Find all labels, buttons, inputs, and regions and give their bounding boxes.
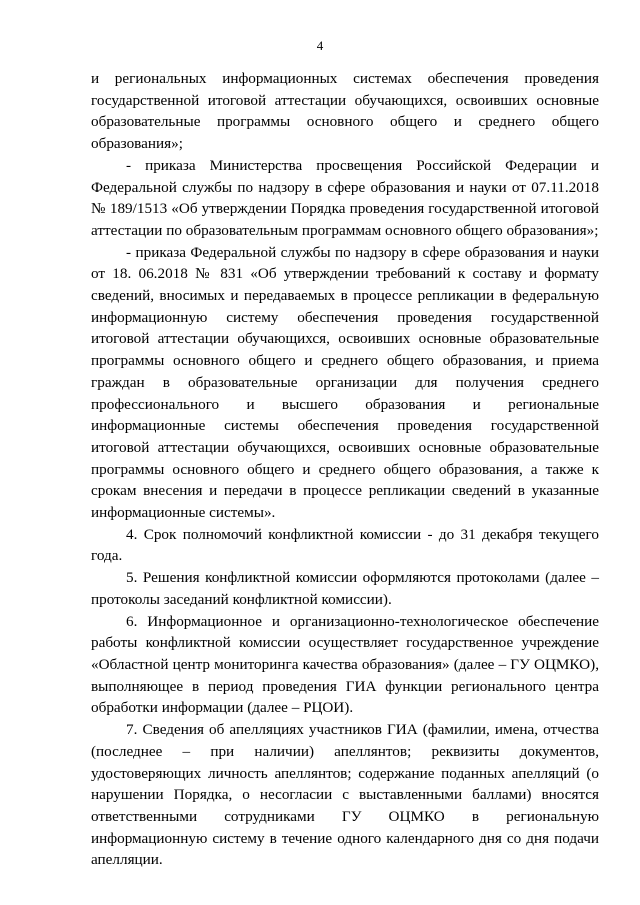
paragraph-item-7: 7. Сведения об апелляциях участников ГИА (фамилии, имена, отчества (последнее – при наличии) апеллянтов; реквизиты документов, удостоверяющих личность апеллянтов; содержание поданных апелляций (о нарушении Порядка, о несогласии с выставленными баллами) вносятся ответственными сотрудниками ГУ ОЦМКО в региональную информационную систему в течение одного календарного дня со дня подачи апелляции.	[91, 721, 599, 869]
paragraph-item-4: 4. Срок полномочий конфликтной комиссии - до 31 декабря текущего года.	[91, 525, 599, 565]
paragraph-order-federal-service: - приказа Федеральной службы по надзору в сфере образования и науки от 18. 06.2018 № 831 «Об утверждении требований к составу и формату сведений, вносимых и передаваемых в процессе репликации в федеральную информационную систему обеспечения проведения государственной итоговой аттестации обучающихся, освоивших основные образовательные программы основного общего и среднего общего образования, и приема граждан в образовательные организации для получения среднего профессионального и высшего образования и региональные информационные системы обеспечения проведения государственной итоговой аттестации обучающихся, освоивших основные образовательные программы основного общего и среднего общего образования, а также к срокам внесения и передачи в процессе репликации сведений в указанные информационные системы».	[91, 243, 599, 522]
paragraph-continuation: и региональных информационных системах обеспечения проведения государственной итоговой аттестации обучающихся, освоивших основные образовательные программы основного общего и среднего общего образования»;	[91, 70, 599, 153]
document-body	[91, 68, 599, 871]
page-number: 4	[316, 38, 324, 53]
paragraph-item-6: 6. Информационное и организационно-технологическое обеспечение работы конфликтной комиссии осуществляет государственное учреждение «Областной центр мониторинга качества образования» (далее – ГУ ОЦМКО), выполняющее в период проведения ГИА функции регионального центра обработки информации (далее – РЦОИ).	[91, 612, 599, 717]
paragraph-item-5: 5. Решения конфликтной комиссии оформляются протоколами (далее – протоколы заседаний конфликтной комиссии).	[91, 569, 599, 608]
paragraph-order-ministry: - приказа Министерства просвещения Российской Федерации и Федеральной службы по надзору в сфере образования и науки от 07.11.2018 № 189/1513 «Об утверждении Порядка проведения государственной итоговой аттестации по образовательным программам основного общего образования»;	[91, 156, 599, 239]
